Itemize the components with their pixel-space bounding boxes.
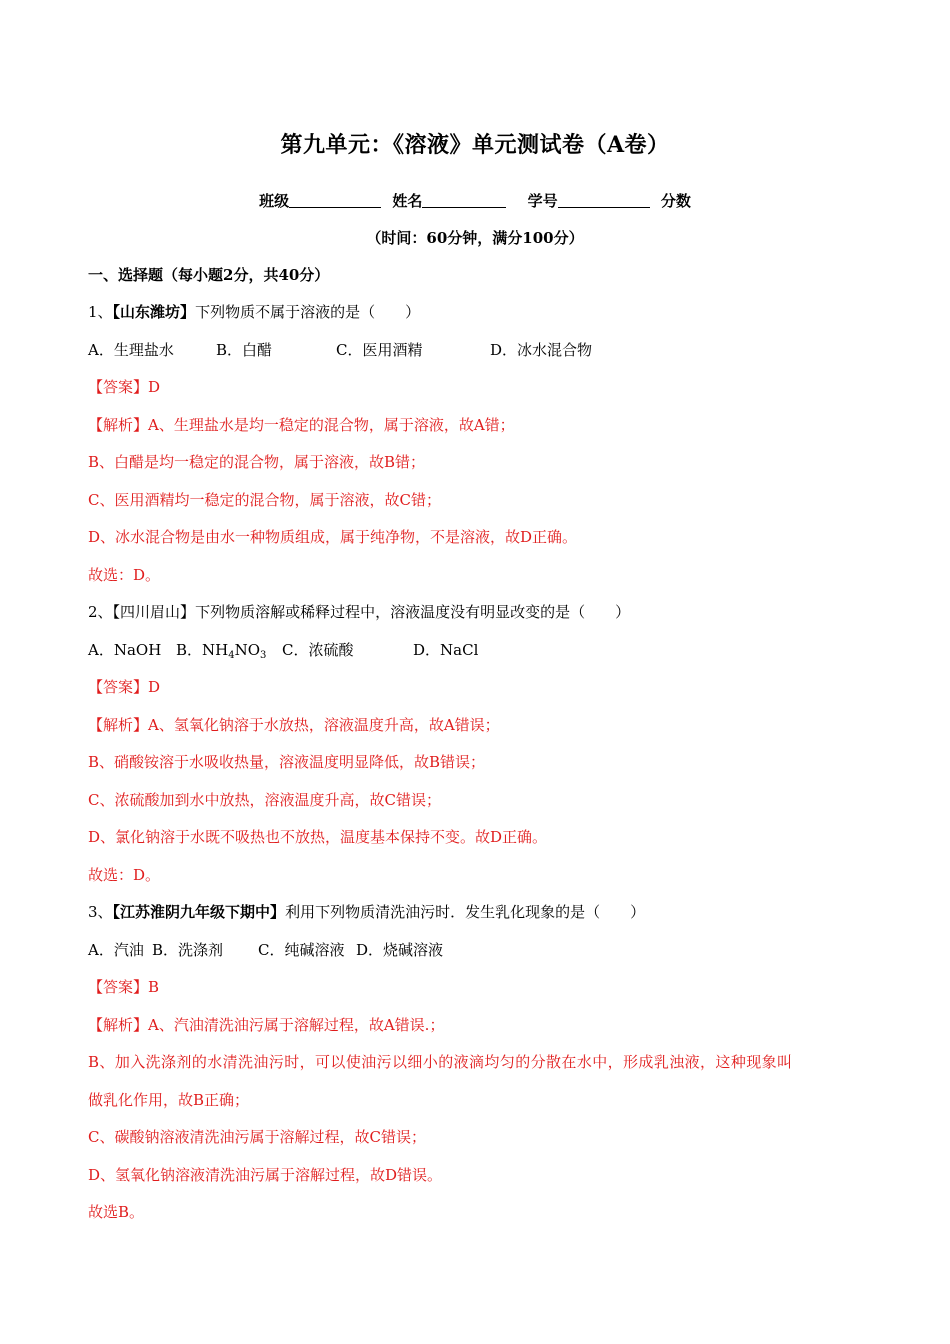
analysis-tag: 【解析】: [88, 416, 149, 434]
question-stem: [88, 602, 878, 622]
analysis-tag: 【解析】: [88, 1016, 149, 1034]
analysis-tag: 【解析】: [88, 716, 149, 734]
conclusion-line: 故选：D。: [88, 566, 161, 584]
analysis-line: C、医用酒精均一稳定的混合物，属于溶液，故C错；: [88, 491, 441, 509]
name-label: 姓名: [392, 192, 423, 210]
analysis-line: C、浓硫酸加到水中放热，溶液温度升高，故C错误；: [88, 791, 441, 809]
name-blank[interactable]: [422, 192, 506, 208]
student-info-line: [0, 190, 950, 211]
id-blank[interactable]: [558, 192, 650, 208]
answer-line: [88, 677, 878, 697]
question-text: 利用下列物质清洗油污时．发生乳化现象的是（ ）: [285, 903, 646, 921]
question-number: 3、: [88, 903, 113, 921]
option-b: B．$NH_4NO_3$: [176, 641, 267, 661]
answer-tag: 【答案】: [88, 378, 149, 396]
question-source: 【江苏淮阴九年级下期中】: [112, 903, 286, 921]
question-number: 2、: [88, 603, 113, 621]
analysis-line: B、加入洗涤剂的水清洗油污时，可以使油污以细小的液滴均匀的分散在水中，形成乳浊液，这种现象叫: [88, 1053, 793, 1071]
option-c: C．纯碱溶液: [258, 941, 345, 959]
page-title: 第九单元：《溶液》单元测试卷（A卷）: [280, 132, 670, 158]
question-source: 【山东潍坊】: [112, 303, 196, 321]
answer-tag: 【答案】: [88, 678, 149, 696]
question-options: [88, 340, 878, 360]
analysis-text: A、汽油清洗油污属于溶解过程，故A错误.；: [148, 1016, 445, 1034]
analysis-line: B、硝酸铵溶于水吸收热量，溶液温度明显降低，故B错误；: [88, 753, 486, 771]
option-c: C．浓硫酸: [282, 641, 354, 659]
question-text: 下列物质溶解或稀释过程中，溶液温度没有明显改变的是（ ）: [195, 603, 631, 621]
analysis-line: [88, 1015, 878, 1035]
answer-line: [88, 977, 878, 997]
answer-line: [88, 377, 878, 397]
question-stem: [88, 302, 878, 322]
option-a: A．汽油: [88, 941, 144, 959]
question-number: 1、: [88, 303, 113, 321]
option-d: D．冰水混合物: [490, 341, 593, 359]
question-stem: [88, 902, 878, 922]
analysis-text: A、氢氧化钠溶于水放热，溶液温度升高，故A错误；: [148, 716, 500, 734]
analysis-line: D、冰水混合物是由水一种物质组成，属于纯净物，不是溶液，故D正确。: [88, 528, 578, 546]
answer-value: D: [148, 678, 161, 696]
id-label: 学号: [527, 192, 558, 210]
class-blank[interactable]: [289, 192, 381, 208]
score-label: 分数: [660, 192, 691, 210]
option-b: B．洗涤剂: [152, 941, 224, 959]
time-score-note: （时间：60分钟，满分100分）: [366, 229, 584, 247]
analysis-line: D、氢氧化钠溶液清洗油污属于溶解过程，故D错误。: [88, 1166, 443, 1184]
conclusion-line: 故选：D。: [88, 866, 161, 884]
question-text: 下列物质不属于溶液的是（ ）: [195, 303, 421, 321]
answer-value: D: [148, 378, 161, 396]
answer-tag: 【答案】: [88, 978, 149, 996]
answer-value: B: [148, 978, 160, 996]
question-options: [88, 640, 878, 666]
analysis-text: A、生理盐水是均一稳定的混合物，属于溶液，故A错；: [148, 416, 515, 434]
analysis-line: [88, 415, 878, 435]
option-c: C．医用酒精: [336, 341, 423, 359]
option-d: D．NaCl: [413, 641, 479, 659]
question-source: 【四川眉山】: [112, 603, 196, 621]
conclusion-line: 故选B。: [88, 1203, 145, 1221]
option-b: B．白醋: [216, 341, 273, 359]
option-d: D．烧碱溶液: [356, 941, 444, 959]
analysis-line: [88, 715, 878, 735]
analysis-line: C、碳酸钠溶液清洗油污属于溶解过程，故C错误；: [88, 1128, 426, 1146]
question-options: [88, 940, 878, 960]
analysis-line: 做乳化作用，故B正确；: [88, 1091, 250, 1109]
option-a: A．生理盐水: [88, 341, 174, 359]
class-label: 班级: [259, 192, 290, 210]
option-a: A．NaOH: [88, 641, 162, 659]
section-heading: 一、选择题（每小题2分，共40分）: [88, 266, 330, 284]
analysis-line: B、白醋是均一稳定的混合物，属于溶液，故B错；: [88, 453, 426, 471]
analysis-line: D、氯化钠溶于水既不吸热也不放热，温度基本保持不变。故D正确。: [88, 828, 548, 846]
